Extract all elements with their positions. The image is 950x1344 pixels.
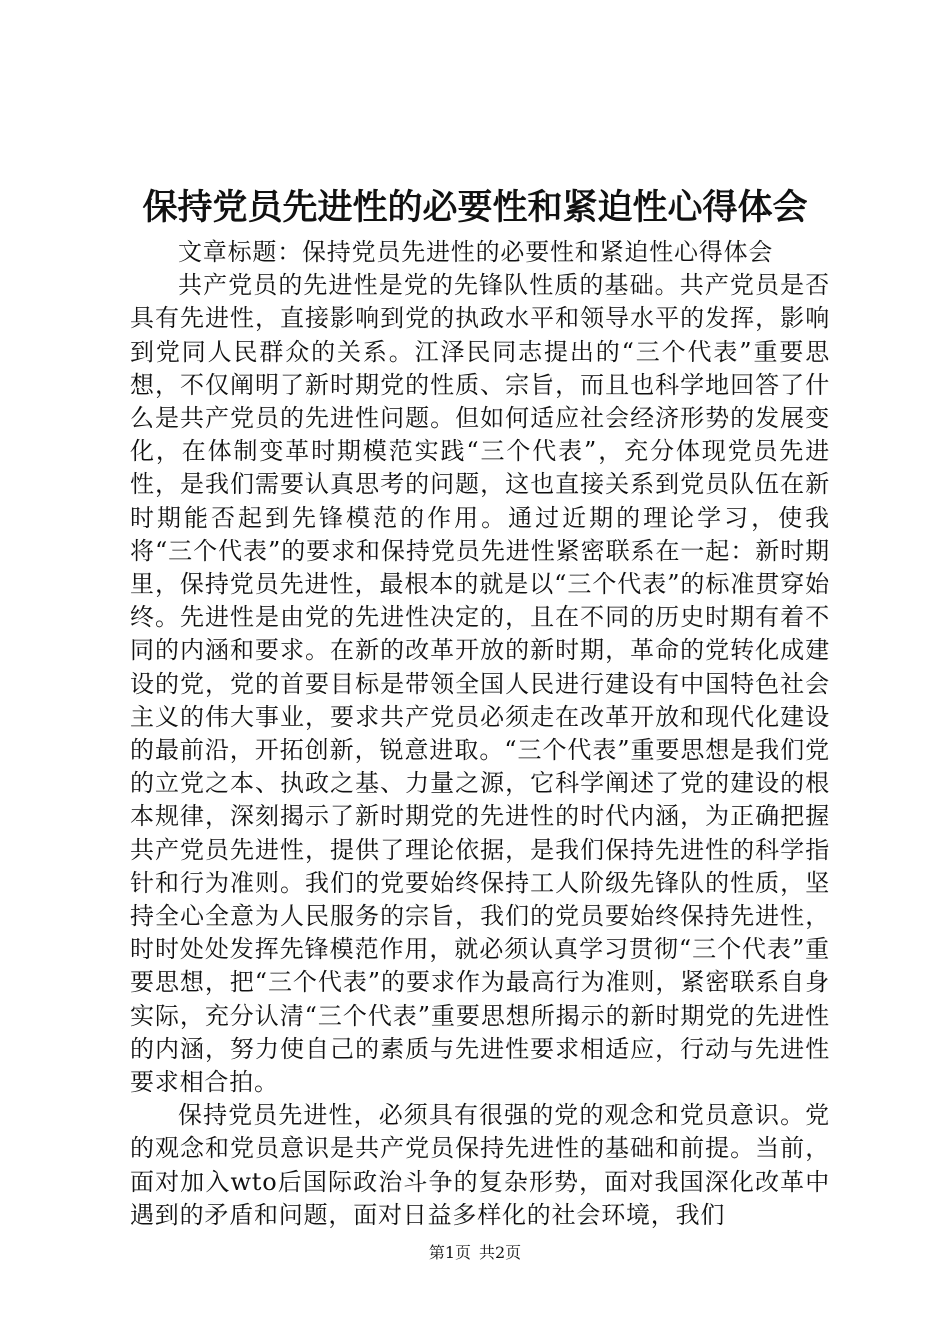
- page-number: 第1页: [428, 1243, 471, 1262]
- page-total: 共2页: [479, 1243, 522, 1262]
- document-body: [130, 236, 830, 1232]
- paragraph-1: 共产党员的先进性是党的先锋队性质的基础。共产党员是否具有先进性，直接影响到党的执政水平和领导水平的发挥，影响到党同人民群众的关系。江泽民同志提出的“三个代表”重要思想，不仅阐明了新时期党的性质、宗旨，而且也科学地回答了什么是共产党员的先进性问题。但如何适应社会经济形势的发展变化，在体制变革时期模范实践“三个代表”，充分体现党员先进性，是我们需要认真思考的问题，这也直接关系到党员队伍在新时期能否起到先锋模范的作用。通过近期的理论学习，使我将“三个代表”的要求和保持党员先进性紧密联系在一起：新时期里，保持党员先进性，最根本的就是以“三个代表”的标准贯穿始终。先进性是由党的先进性决定的，且在不同的历史时期有着不同的内涵和要求。在新的改革开放的新时期，革命的党转化成建设的党，党的首要目标是带领全国人民进行建设有中国特色社会主义的伟大事业，要求共产党员必须走在改革开放和现代化建设的最前沿，开拓创新，锐意进取。“三个代表”重要思想是我们党的立党之本、执政之基、力量之源，它科学阐述了党的建设的根本规律，深刻揭示了新时期党的先进性的时代内涵，为正确把握共产党员先进性，提供了理论依据，是我们保持先进性的科学指针和行为准则。我们的党要始终保持工人阶级先锋队的性质，坚持全心全意为人民服务的宗旨，我们的党员要始终保持先进性，时时处处发挥先锋模范作用，就必须认真学习贯彻“三个代表”重要思想，把“三个代表”的要求作为最高行为准则，紧密联系自身实际，充分认清“三个代表”重要思想所揭示的新时期党的先进性的内涵，努力使自己的素质与先进性要求相适应，行动与先进性要求相合拍。: [130, 271, 830, 1097]
- paragraph-2: 保持党员先进性，必须具有很强的党的观念和党员意识。党的观念和党员意识是共产党员保持先进性的基础和前提。当前，面对加入wto后国际政治斗争的复杂形势，面对我国深化改革中遇到的矛盾和问题，面对日益多样化的社会环境，我们: [130, 1101, 830, 1229]
- page-footer: [0, 1242, 950, 1264]
- document-title: 保持党员先进性的必要性和紧迫性心得体会: [142, 188, 808, 228]
- article-title-line: 文章标题：保持党员先进性的必要性和紧迫性心得体会: [178, 238, 774, 266]
